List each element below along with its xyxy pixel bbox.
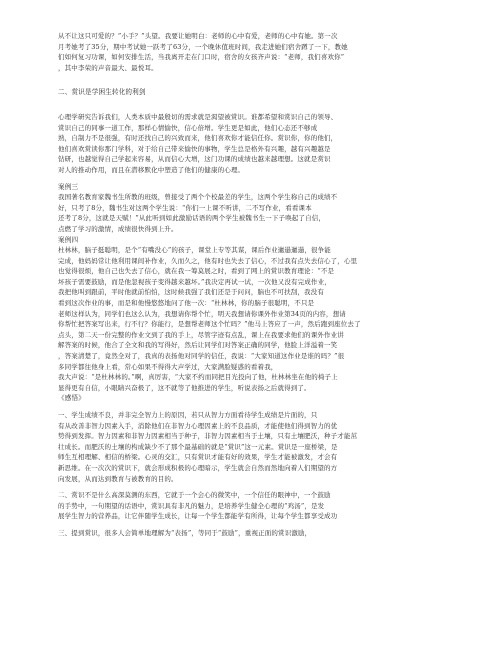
- text-line: 新思维。在一次次的赏识下，就会形成积极的心理暗示，学生就会自然而然地向着人们期望的方: [58, 463, 338, 472]
- text-line: 从不让这只可爱的？”小手？”头望。我要让她明白：老师的心中有爱，老师的心中有她。第一次: [58, 32, 338, 40]
- text-line: 二、赏识不是什么高深莫测的东西，它就于一个会心的微笑中，一个信任的眼神中，一个鼓励: [58, 491, 331, 500]
- text-line: 月考她考了35分，期中考试她一跃考了63分，一个晚休值班时间，我走进她们宿舍蹲了一下，教她: [58, 42, 348, 51]
- paragraph-insight-three: [58, 528, 448, 539]
- text-line: 熟，自制力不是很强，有时还找自己的兴致而来，他们喜欢你才能信任你。赏识你，你的他们，: [58, 134, 338, 143]
- text-line: 三、提到赏识，很多人会简单地理解为“表扬”，等同于“鼓励”，重视正面的赏识激励，: [58, 528, 312, 537]
- text-line: ，答案清楚了，竟然全对了，我真的表扬他对同学的信任，我说：“大家知道这作业是谁的吗？”很: [58, 352, 345, 361]
- text-line: 多同学都往他身上看，常心如果不得得大声学过，大家满脸疑惑的看着我，: [58, 362, 278, 371]
- text-line: 展学生智力的营养品，让它伴随学生成长，让每一个学生都能学有所得，让每个学生都享受成功: [58, 512, 338, 521]
- case-three-title: 案例三: [58, 182, 79, 191]
- text-line: 有从改善非智力因素入手，消除他们在非智力心理因素上的不良品质，才能使他们得到智力的优: [58, 421, 338, 430]
- text-line: 解答案的时候，他合了全文和我的写得好，然后让同学们对答案正确的同学，他脸上洋溢着一笑: [58, 341, 338, 350]
- paragraph-li-rong-story: [58, 31, 448, 73]
- text-line: 你帮忙把答案写出来，行不行？你能行，是想帮老师这个忙吗？”他马上答应了一声，然后跑到座位去了: [58, 320, 361, 329]
- text-line: 他们喜欢赏读你那门学科，对于给自己带来愉快的事物，学生总是格外有兴趣，越有兴趣越是: [58, 144, 331, 153]
- text-line: 点燃了学习的激情，成绩很快得到上升。: [58, 224, 178, 233]
- text-line: 显得更有自信，小眼睛兴奋极了，这不就等了他推进的学生，听说表扬之后就得到了。: [58, 383, 311, 392]
- paragraph-insight-two: [58, 490, 448, 522]
- text-line: 我大声说：“是杜林林的。”啊，真厉害，“大家不约而同把目光投向了他，杜林林坐在他的椅子上: [58, 373, 338, 382]
- text-line: 壮成长。而肥沃的土壤的构成缺少不了那个最基础的就是“赏识”这一元素。赏识是一座桥梁，是: [58, 442, 338, 451]
- text-line: 点头，第二天一份完整的作业文到了我的手上，尽管字迹有点乱，课上在我要求他们的课外作业讲: [58, 330, 344, 339]
- text-line: 心理学研究告诉我们，人类本质中最殷切的需求就是渴望被赏识。谁都希望和赏识自己的领导、: [58, 112, 338, 121]
- text-line: 我把他叫到跟前，平时他就前怕怕，这时候我强了我们还是于问问，脑也不可扶刮，我没有: [58, 288, 324, 297]
- paragraph-case-four: [58, 245, 448, 393]
- text-line: 看到这次作业的事，而是和他慢悠悠地问了他一次：“杜林林，你的脑子很聪明，不只是: [58, 299, 315, 308]
- text-line: 的手势中，一句期望的话语中，赏识具有非凡的魅力，是培养学生健全心理的“鸡汤”，是发: [58, 501, 325, 510]
- text-line: 还考了8分，这就是天赋！”从此听到如此激励话语的两个学生被魏书生一下子唤起了自信，: [58, 214, 326, 223]
- text-line: 钻研，也越觉得自己学起来容易，从而信心大增，这门功课的成绩也越来越理想。这就是赏识: [58, 155, 331, 164]
- text-line: 势得到发挥。智力因素和非智力因素相当于种子，非智力因素相当于土壤，只有土壤肥沃，种子才能茁: [58, 432, 358, 441]
- text-line: 好，只考了8分，魏书生对这两个学生说：“你们一上课不听讲，二不写作业，看看课本: [58, 203, 312, 212]
- text-line: ，其中李荣的声音最大、最悦耳。: [58, 63, 158, 72]
- text-line: 也觉得很烦，他自己也失去了信心，就在我一筹莫展之时，看到了网上的赏识教育理论：“不是: [58, 267, 335, 276]
- text-line: 向发展，从而达到教育与被教育的目的。: [58, 474, 178, 483]
- paragraph-case-three: [58, 192, 448, 234]
- text-line: 坏孩子需要鼓励，而是他忽视孩子变得越来越坏。”我决定再试一试，一次他又没有完成作业，: [58, 277, 331, 286]
- text-line: 对人的推动作用，而且在潜移默化中塑造了他们的健康的心理。: [58, 165, 245, 174]
- section-heading: 二、赏识是学困生转化的利剑: [58, 88, 146, 97]
- text-line: 完成，他妈妈常让他利用课间补作业，久而久之，他有时也失去了信心，不过我有点失去信心了，心里: [58, 256, 358, 265]
- text-line: 师生互相理解、相信的桥梁。心灵的交汇，只有赏识才能有好的效果，学生才能被激发，才会有: [58, 453, 338, 462]
- paragraph-insight-one: [58, 410, 448, 484]
- text-line: 一、学生成绩不良，并非完全智力上的原因，若只从智力方面看待学生成绩是片面的，只: [58, 411, 318, 419]
- text-line: 我国著名教育家魏书生所教的班级，曾接受了两个个校最差的学生，这两个学生称自己的成绩不: [58, 193, 338, 202]
- text-line: 老师这样认为，同学们也这么认为，我想请你帮个忙，明天我想请你课外作业第34页的内容，想请: [58, 309, 346, 318]
- text-line: 赏识自己的同事一道工作，那样心情愉快，信心倍增。学生更是如此，他们心态还不够成: [58, 123, 318, 132]
- paragraph-psychology: [58, 112, 448, 176]
- text-line: 杜林林，脑子挺聪明，是个“有嘴没心”的孩子，课堂上专等其谋，课后作业邋遢邋遢，很争能: [58, 246, 331, 255]
- text-line: 们如何复习功课，如何安排生活，当我离开走在门口时，宿舍的女孩齐声说：“老师，我们喜欢你”: [58, 53, 345, 62]
- insight-title: 《感悟》: [58, 394, 85, 403]
- case-four-title: 案例四: [58, 235, 79, 244]
